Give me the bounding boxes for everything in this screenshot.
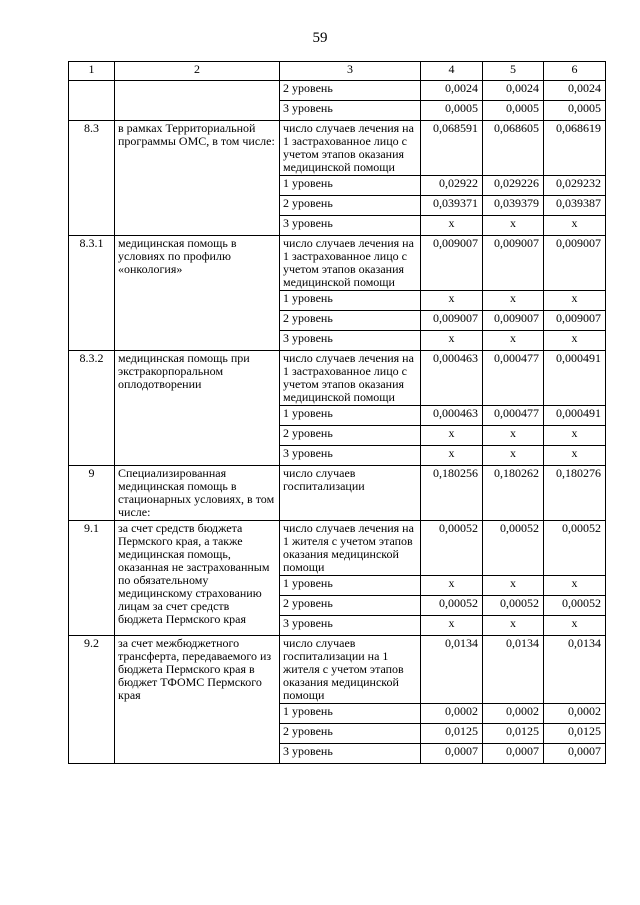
indicator-cell: 1 уровень	[280, 176, 421, 196]
row-number-cell: 9.1	[69, 521, 115, 636]
value-cell: 0,0005	[421, 101, 483, 121]
value-cell: x	[421, 291, 483, 311]
value-cell: x	[544, 216, 606, 236]
description-cell: в рамках Территориальной программы ОМС, в том числе:	[115, 121, 280, 236]
table-row	[69, 81, 606, 101]
table-row	[69, 521, 606, 576]
value-cell: 0,0125	[483, 724, 544, 744]
value-cell: x	[544, 291, 606, 311]
value-cell: 0,00052	[544, 521, 606, 576]
indicator-cell: 3 уровень	[280, 216, 421, 236]
value-cell: 0,0024	[421, 81, 483, 101]
value-cell: x	[483, 291, 544, 311]
indicator-cell: 1 уровень	[280, 291, 421, 311]
value-cell: 0,000491	[544, 406, 606, 426]
value-cell: 0,0007	[483, 744, 544, 764]
indicator-cell: 1 уровень	[280, 704, 421, 724]
value-cell: x	[483, 216, 544, 236]
value-cell: x	[483, 576, 544, 596]
value-cell: 0,009007	[544, 311, 606, 331]
table-header-row	[69, 62, 606, 81]
value-cell: 0,029226	[483, 176, 544, 196]
indicator-cell: 2 уровень	[280, 196, 421, 216]
indicator-cell: 3 уровень	[280, 744, 421, 764]
value-cell: 0,0024	[544, 81, 606, 101]
value-cell: 0,0002	[483, 704, 544, 724]
indicator-cell: число случаев госпитализации	[280, 466, 421, 521]
value-cell: x	[544, 426, 606, 446]
value-cell: 0,0125	[544, 724, 606, 744]
column-header: 4	[421, 62, 483, 81]
indicator-cell: 3 уровень	[280, 331, 421, 351]
row-number-cell: 9	[69, 466, 115, 521]
value-cell: 0,00052	[421, 521, 483, 576]
value-cell: 0,180262	[483, 466, 544, 521]
value-cell: x	[544, 616, 606, 636]
value-cell: 0,0002	[544, 704, 606, 724]
table-row	[69, 466, 606, 521]
value-cell: 0,009007	[483, 236, 544, 291]
value-cell: 0,000463	[421, 406, 483, 426]
indicator-cell: число случаев госпитализации на 1 жителя с учетом этапов оказания медицинской помощи	[280, 636, 421, 704]
value-cell: 0,068605	[483, 121, 544, 176]
value-cell: 0,039371	[421, 196, 483, 216]
description-cell: медицинская помощь в условиях по профилю «онкология»	[115, 236, 280, 351]
value-cell: 0,0005	[544, 101, 606, 121]
value-cell: 0,068619	[544, 121, 606, 176]
value-cell: 0,0134	[544, 636, 606, 704]
value-cell: 0,009007	[421, 236, 483, 291]
column-header: 3	[280, 62, 421, 81]
value-cell: x	[483, 426, 544, 446]
row-number-cell: 8.3.1	[69, 236, 115, 351]
indicator-cell: 1 уровень	[280, 576, 421, 596]
value-cell: 0,180276	[544, 466, 606, 521]
description-cell: за счет межбюджетного трансферта, передаваемого из бюджета Пермского края в бюджет ТФОМС Пермского края	[115, 636, 280, 764]
indicator-cell: число случаев лечения на 1 застрахованное лицо с учетом этапов оказания медицинской помощи	[280, 236, 421, 291]
value-cell: 0,0134	[421, 636, 483, 704]
value-cell: 0,039379	[483, 196, 544, 216]
indicator-cell: 2 уровень	[280, 426, 421, 446]
table-row	[69, 636, 606, 704]
value-cell: x	[421, 576, 483, 596]
value-cell: x	[421, 216, 483, 236]
column-header: 5	[483, 62, 544, 81]
indicator-cell: 1 уровень	[280, 406, 421, 426]
value-cell: 0,0024	[483, 81, 544, 101]
indicator-cell: 2 уровень	[280, 81, 421, 101]
value-cell: x	[421, 616, 483, 636]
value-cell: x	[483, 616, 544, 636]
value-cell: x	[544, 446, 606, 466]
value-cell: 0,009007	[483, 311, 544, 331]
value-cell: 0,009007	[544, 236, 606, 291]
value-cell: 0,0007	[544, 744, 606, 764]
indicator-cell: 2 уровень	[280, 724, 421, 744]
value-cell: 0,000477	[483, 406, 544, 426]
value-cell: 0,00052	[421, 596, 483, 616]
table-row	[69, 351, 606, 406]
description-cell	[115, 81, 280, 121]
value-cell: x	[421, 426, 483, 446]
value-cell: x	[421, 331, 483, 351]
value-cell: 0,00052	[544, 596, 606, 616]
value-cell: 0,00052	[483, 596, 544, 616]
value-cell: x	[421, 446, 483, 466]
value-cell: 0,009007	[421, 311, 483, 331]
description-cell: медицинская помощь при экстракорпоральном оплодотворении	[115, 351, 280, 466]
value-cell: 0,0002	[421, 704, 483, 724]
value-cell: 0,039387	[544, 196, 606, 216]
value-cell: 0,0005	[483, 101, 544, 121]
value-cell: 0,068591	[421, 121, 483, 176]
value-cell: 0,029232	[544, 176, 606, 196]
value-cell: 0,180256	[421, 466, 483, 521]
table-row	[69, 236, 606, 291]
row-number-cell	[69, 81, 115, 121]
indicator-cell: 3 уровень	[280, 101, 421, 121]
indicators-table	[68, 61, 606, 764]
value-cell: 0,000477	[483, 351, 544, 406]
value-cell: x	[544, 331, 606, 351]
value-cell: 0,02922	[421, 176, 483, 196]
row-number-cell: 9.2	[69, 636, 115, 764]
value-cell: 0,0125	[421, 724, 483, 744]
page-number: 59	[312, 30, 328, 46]
value-cell: 0,00052	[483, 521, 544, 576]
value-cell: x	[483, 331, 544, 351]
column-header: 2	[115, 62, 280, 81]
indicator-cell: 3 уровень	[280, 446, 421, 466]
indicator-cell: 2 уровень	[280, 311, 421, 331]
indicator-cell: число случаев лечения на 1 жителя с учетом этапов оказания медицинской помощи	[280, 521, 421, 576]
indicator-cell: 3 уровень	[280, 616, 421, 636]
row-number-cell: 8.3	[69, 121, 115, 236]
indicator-cell: число случаев лечения на 1 застрахованное лицо с учетом этапов оказания медицинской помощи	[280, 121, 421, 176]
indicator-cell: 2 уровень	[280, 596, 421, 616]
value-cell: 0,000463	[421, 351, 483, 406]
description-cell: Специализированная медицинская помощь в стационарных условиях, в том числе:	[115, 466, 280, 521]
indicator-cell: число случаев лечения на 1 застрахованное лицо с учетом этапов оказания медицинской помощи	[280, 351, 421, 406]
row-number-cell: 8.3.2	[69, 351, 115, 466]
value-cell: 0,000491	[544, 351, 606, 406]
table-row	[69, 121, 606, 176]
column-header: 1	[69, 62, 115, 81]
value-cell: 0,0007	[421, 744, 483, 764]
value-cell: x	[483, 446, 544, 466]
value-cell: 0,0134	[483, 636, 544, 704]
description-cell: за счет средств бюджета Пермского края, а также медицинская помощь, оказанная не застрахованным по обязательному медицинскому страхованию лицам за счет средств бюджета Пермского края	[115, 521, 280, 636]
column-header: 6	[544, 62, 606, 81]
value-cell: x	[544, 576, 606, 596]
